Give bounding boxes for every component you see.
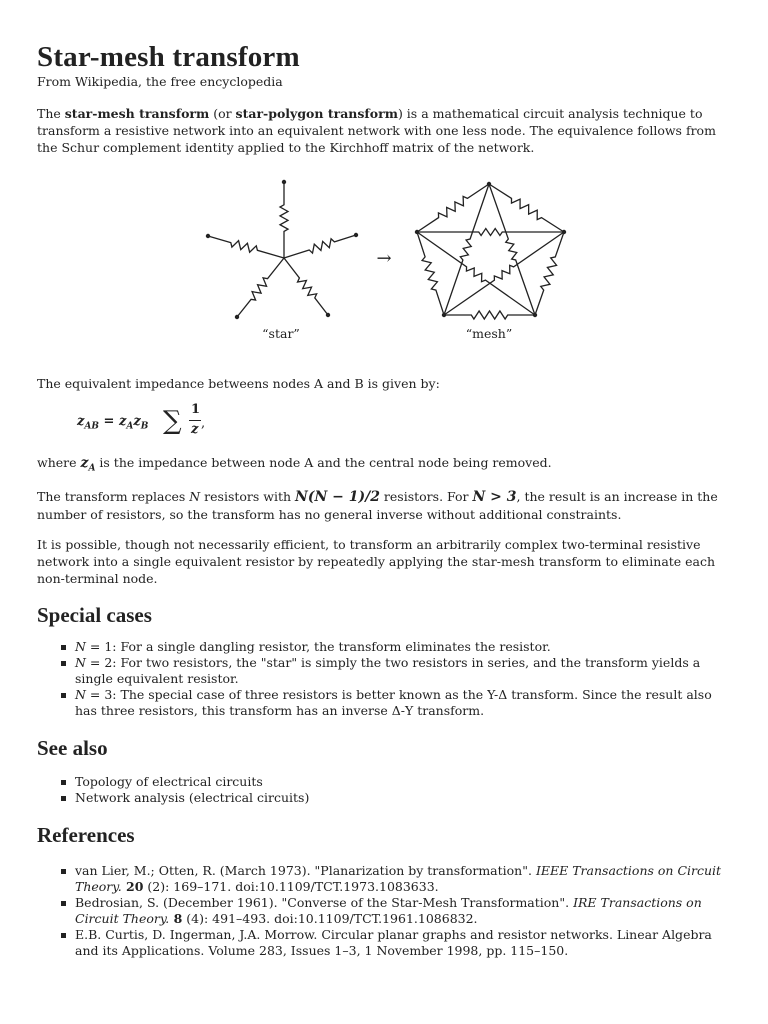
star-mesh-diagram: [37, 172, 733, 362]
special-cases-list: [37, 639, 733, 719]
reference-item: Bedrosian, S. (December 1961). "Converse of the Star-Mesh Transformation". IRE Transactions on Circuit Theory. 8 (4): 491–493. doi:10.1109/TCT.1961.1086832.: [75, 895, 733, 927]
mesh-label: “mesh”: [465, 326, 513, 341]
star-mesh-figure: [37, 172, 733, 362]
mesh-network: [415, 182, 566, 319]
see-also-link[interactable]: Topology of electrical circuits: [75, 774, 733, 790]
impedance-intro: The equivalent impedance betweens nodes A and B is given by:: [37, 376, 440, 391]
see-also-list: [37, 774, 733, 806]
term-star-polygon: star-polygon transform: [235, 106, 398, 121]
term-star-mesh: star-mesh transform: [64, 106, 210, 121]
intro-paragraph: The star-mesh transform (or star-polygon transform) is a mathematical circuit analysis technique to transform a resistive network into an equivalent network with one less node. The equivalence follows from the Schur complement identity applied to the Kirchhoff matrix of the network.: [37, 106, 716, 155]
references-heading: References: [37, 822, 135, 847]
article: [37, 40, 733, 959]
transform-paragraph: The transform replaces N resistors with N(N − 1)/2 resistors. For N > 3, the result is an increase in the number of resistors, so the transform has no general inverse without additional constraints.: [37, 488, 718, 522]
where-paragraph: where $z_A$ is the impedance between node A and the central node being removed.: [37, 455, 552, 474]
list-item: N = 1: For a single dangling resistor, the transform eliminates the resistor.: [75, 639, 733, 655]
reference-item: E.B. Curtis, D. Ingerman, J.A. Morrow. Circular planar graphs and resistor networks. Linear Algebra and its Applications. Volume 283, Issues 1–3, 1 November 1998, pp. 115–150.: [75, 927, 733, 959]
list-item: N = 3: The special case of three resistors is better known as the Y-Δ transform. Since the result also has three resistors, this transform has an inverse Δ-Y transform.: [75, 687, 733, 719]
see-also-heading: See also: [37, 735, 108, 760]
star-label: “star”: [262, 326, 300, 341]
arrow-symbol: →: [376, 248, 392, 269]
references-list: [37, 863, 733, 959]
special-cases-heading: Special cases: [37, 602, 152, 627]
see-also-link[interactable]: Network analysis (electrical circuits): [75, 790, 733, 806]
page-subtitle: From Wikipedia, the free encyclopedia: [37, 74, 283, 89]
page-title: Star-mesh transform: [37, 41, 300, 73]
reference-item: van Lier, M.; Otten, R. (March 1973). "Planarization by transformation". IEEE Transactions on Circuit Theory. 20 (2): 169–171. doi:10.1109/TCT.1973.1083633.: [75, 863, 733, 895]
efficiency-paragraph: It is possible, though not necessarily efficient, to transform an arbitrarily complex two-terminal resistive network into a single equivalent resistor by repeatedly applying the star-mesh transform to eliminate each non-terminal node.: [37, 536, 716, 586]
impedance-formula: $z_{AB} = z_Az_B$ ∑ 1 z ,: [77, 402, 206, 437]
star-network: [206, 180, 358, 319]
list-item: N = 2: For two resistors, the "star" is simply the two resistors in series, and the transform yields a single equivalent resistor.: [75, 655, 733, 687]
